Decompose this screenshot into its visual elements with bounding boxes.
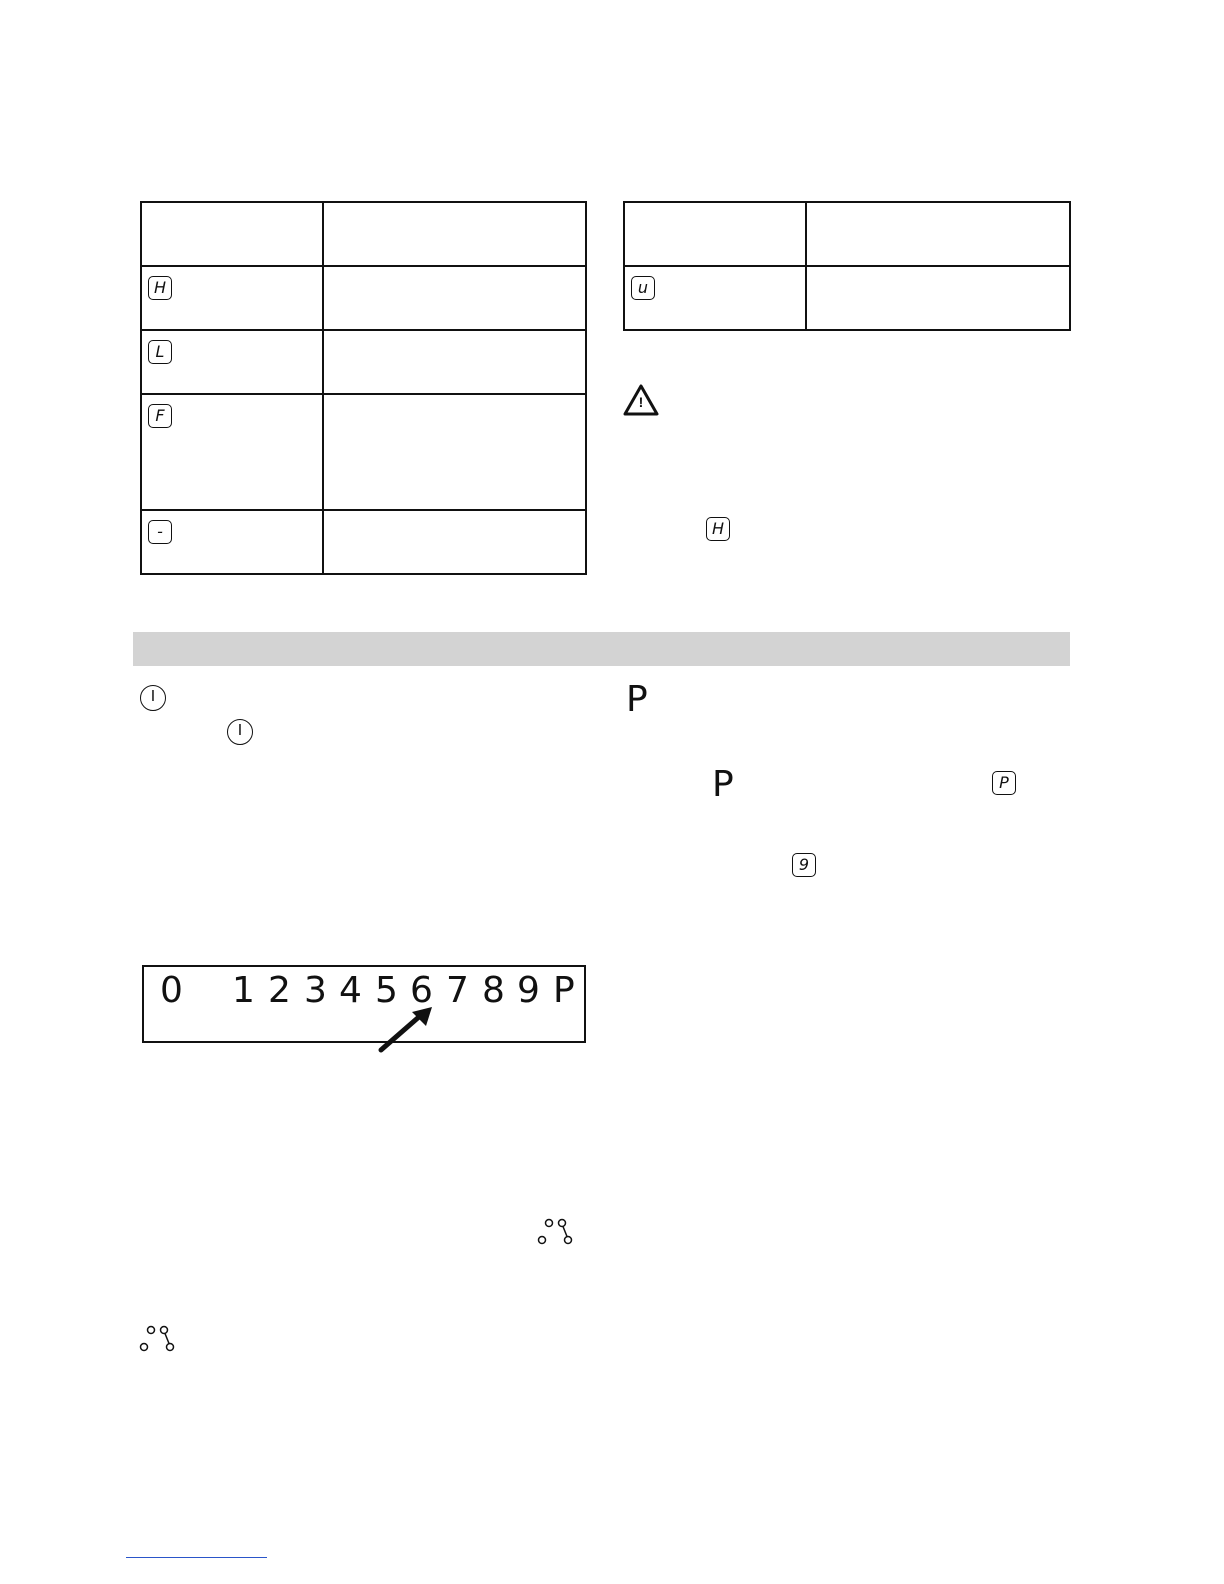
left-table-row-f-description	[323, 394, 586, 510]
right-symbol-table	[623, 201, 1071, 331]
left-table-row-h	[141, 266, 323, 330]
scale-label-2: 2	[268, 970, 291, 1011]
scale-label-p: P	[553, 970, 575, 1011]
right-table-header-description	[806, 202, 1070, 266]
display-p-icon: P	[992, 771, 1016, 795]
left-table-header-symbol	[141, 202, 323, 266]
footer-link[interactable]	[126, 1557, 267, 1560]
pan-detection-icon-inline	[138, 1324, 178, 1354]
right-table-row-u	[624, 266, 806, 330]
power-boost-label-inline: P	[712, 764, 734, 805]
display-dash-icon: -	[148, 520, 172, 544]
scale-label-9: 9	[517, 970, 540, 1011]
warning-exclamation: !	[638, 394, 644, 410]
warning-triangle-icon	[623, 384, 659, 416]
power-icon: I	[140, 685, 166, 711]
residual-heat-h-icon: H	[706, 517, 730, 541]
left-table-row-h-description	[323, 266, 586, 330]
right-table-row-u-description	[806, 266, 1070, 330]
left-table-row-dash-description	[323, 510, 586, 574]
display-9-icon: 9	[792, 853, 816, 877]
arrow-icon	[376, 1004, 436, 1054]
scale-label-4: 4	[339, 970, 362, 1011]
display-u-icon: u	[631, 276, 655, 300]
display-l-icon: L	[148, 340, 172, 364]
scale-label-7: 7	[446, 970, 469, 1011]
scale-label-6: 6	[410, 970, 433, 1011]
right-table-header-symbol	[624, 202, 806, 266]
scale-label-0: 0	[160, 970, 183, 1011]
pan-detection-icon	[536, 1216, 576, 1246]
scale-label-3: 3	[304, 970, 327, 1011]
scale-label-8: 8	[482, 970, 505, 1011]
power-level-scale	[142, 965, 586, 1043]
scale-label-1: 1	[232, 970, 255, 1011]
power-boost-label: P	[626, 679, 648, 720]
section-header-bar	[133, 632, 1070, 666]
left-table-row-dash	[141, 510, 323, 574]
left-table-row-l	[141, 330, 323, 394]
left-table-header-description	[323, 202, 586, 266]
display-f-icon: F	[148, 404, 172, 428]
scale-label-5: 5	[375, 970, 398, 1011]
display-h-icon: H	[148, 276, 172, 300]
left-symbol-table	[140, 201, 587, 575]
left-table-row-f	[141, 394, 323, 510]
left-table-row-l-description	[323, 330, 586, 394]
power-icon-inline: I	[227, 719, 253, 745]
